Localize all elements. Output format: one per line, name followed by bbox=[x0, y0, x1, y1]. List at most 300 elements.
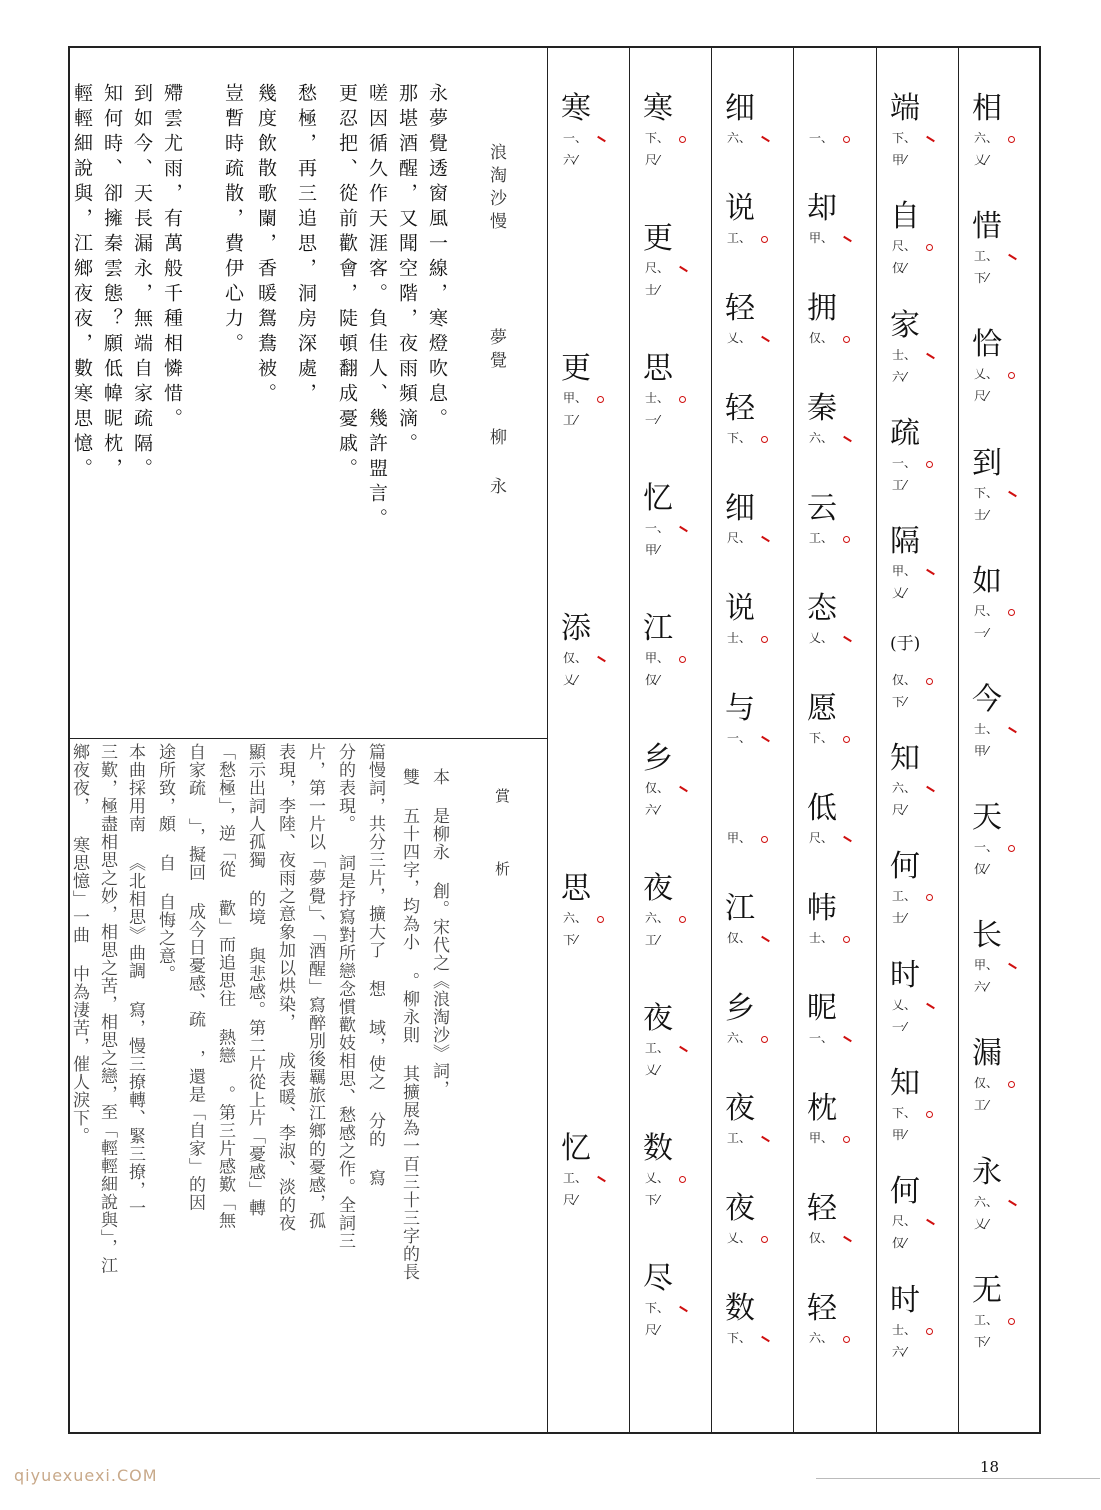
notation-symbol: 士、 bbox=[727, 631, 752, 645]
notation-symbol: 仅、 bbox=[563, 651, 588, 665]
red-circle-mark bbox=[843, 336, 850, 343]
lyric-character: 说 bbox=[725, 191, 755, 226]
lyric-cell bbox=[958, 209, 1040, 330]
poem-line: 幾度飲散歌闌，香暖鴛鴦被。 bbox=[255, 83, 277, 408]
notation-symbol: 下⁄ bbox=[563, 933, 578, 947]
notation-symbol: 乂⁄ bbox=[563, 673, 578, 687]
lyric-cell bbox=[711, 591, 793, 694]
lyric-cell bbox=[711, 1091, 793, 1194]
red-circle-mark bbox=[679, 1176, 686, 1183]
lyric-character: 轻 bbox=[725, 391, 755, 426]
analysis-line: 片，第一片以「夢覺」、「酒醒」寫醉別後羈旅江鄉的憂感，孤 bbox=[305, 743, 325, 1230]
red-circle-mark bbox=[1008, 845, 1015, 852]
lyric-cell bbox=[958, 681, 1040, 803]
red-circle-mark bbox=[843, 936, 850, 943]
notation-symbol: 六、 bbox=[974, 131, 999, 145]
lyric-character: (于) bbox=[890, 633, 921, 654]
notation-symbol: 尺、 bbox=[645, 261, 670, 275]
lyric-character: 添 bbox=[561, 611, 591, 646]
lyric-character: 天 bbox=[972, 800, 1002, 836]
notation-symbol: 一、 bbox=[809, 131, 834, 145]
notation-symbol: 一、 bbox=[809, 1031, 834, 1045]
lyric-character: 更 bbox=[561, 351, 591, 386]
lyric-character: 尽 bbox=[643, 1261, 673, 1296]
lyric-cell bbox=[711, 891, 793, 994]
notation-symbol: 仅⁄ bbox=[892, 1236, 907, 1251]
lyric-character: 何 bbox=[890, 849, 920, 885]
red-tick-mark bbox=[679, 786, 688, 792]
notation-symbol: 工、 bbox=[974, 249, 999, 264]
red-tick-mark bbox=[597, 656, 606, 662]
lyric-cell bbox=[629, 1261, 711, 1394]
analysis-line: 本曲採用南 《北相思》曲調 寫，慢三撩轉、緊三撩，一 bbox=[125, 743, 145, 1217]
lyric-cell bbox=[876, 1282, 958, 1394]
lyric-cell bbox=[629, 221, 711, 354]
notation-symbol: 六、 bbox=[727, 131, 752, 145]
lyric-cell bbox=[547, 871, 629, 1134]
lyric-character: 何 bbox=[890, 1174, 920, 1210]
notation-symbol: 甲、 bbox=[563, 391, 588, 405]
lyric-character: 轻 bbox=[807, 1191, 837, 1226]
lyric-cell bbox=[711, 91, 793, 194]
red-circle-mark bbox=[926, 461, 933, 468]
notation-symbol: 乂、 bbox=[727, 1231, 752, 1245]
lyric-character: 寒 bbox=[643, 91, 673, 126]
lyric-cell bbox=[876, 307, 958, 419]
notation-symbol: 下、 bbox=[727, 1331, 752, 1345]
notation-column bbox=[793, 48, 875, 1432]
notation-symbol: 乂⁄ bbox=[892, 586, 907, 601]
lyric-cell bbox=[958, 445, 1040, 567]
site-watermark: qiyuexuexi.COM bbox=[14, 1466, 158, 1485]
analysis-line: 表現，李陸、夜雨之意象加以烘染， 成表暖、李淑、淡的夜 bbox=[275, 743, 295, 1232]
notation-symbol: 尺⁄ bbox=[645, 153, 660, 167]
poem-line: 到如今、天長漏永，無端自家疏隔。 bbox=[131, 83, 153, 483]
red-tick-mark bbox=[926, 136, 935, 142]
red-circle-mark bbox=[926, 894, 933, 901]
lyric-character: 却 bbox=[807, 191, 837, 226]
lyric-cell bbox=[711, 191, 793, 294]
analysis-line: 顯示出詞人孤獨 的境 與悲感。第二片從上片「憂感」轉 bbox=[245, 743, 265, 1217]
notation-symbol: 尺⁄ bbox=[563, 1193, 578, 1207]
lyric-character: 惜 bbox=[972, 209, 1002, 245]
red-tick-mark bbox=[679, 1046, 688, 1052]
footer-rule bbox=[816, 1478, 1100, 1479]
red-tick-mark bbox=[843, 236, 852, 242]
notation-symbol: 六⁄ bbox=[892, 369, 907, 384]
red-tick-mark bbox=[597, 1176, 606, 1182]
red-tick-mark bbox=[761, 1136, 770, 1142]
red-circle-mark bbox=[679, 136, 686, 143]
notation-symbol: 士、 bbox=[809, 931, 834, 945]
lyric-character: 时 bbox=[890, 957, 920, 993]
notation-symbol: 仅、 bbox=[974, 1076, 999, 1091]
analysis-line: 本 是柳永 創。宋代之《浪淘沙》詞， bbox=[429, 768, 449, 1098]
lyric-character: 更 bbox=[643, 221, 673, 256]
lyric-character: 端 bbox=[890, 91, 920, 126]
notation-symbol: 六、 bbox=[645, 911, 670, 925]
lyric-cell bbox=[711, 991, 793, 1094]
lyric-character: 知 bbox=[890, 1066, 920, 1101]
lyric-character: 帏 bbox=[807, 891, 837, 926]
notation-symbol: 士、 bbox=[892, 347, 917, 362]
notation-symbol: 一、 bbox=[645, 521, 670, 535]
lyric-character: 思 bbox=[561, 871, 591, 906]
red-circle-mark bbox=[1008, 1081, 1015, 1088]
notation-symbol: 一⁄ bbox=[645, 413, 660, 427]
lyric-cell bbox=[793, 1091, 875, 1194]
notation-symbol: 六、 bbox=[892, 781, 917, 795]
notation-symbol: 一⁄ bbox=[892, 1019, 907, 1034]
notation-symbol: 甲、 bbox=[974, 958, 999, 973]
analysis-line: 三歎，極盡相思之妙，相思之苦，相思之戀，至「輕輕細說與」，江 bbox=[97, 743, 117, 1275]
lyric-character: 与 bbox=[725, 691, 755, 726]
lyric-cell bbox=[711, 691, 793, 794]
notation-symbol: 仅⁄ bbox=[892, 261, 907, 276]
notation-symbol: 六、 bbox=[563, 911, 588, 925]
lyric-cell bbox=[793, 491, 875, 594]
red-tick-mark bbox=[926, 352, 935, 358]
notation-symbol: 甲⁄ bbox=[892, 1128, 907, 1142]
lyric-cell bbox=[876, 199, 958, 310]
notation-symbol: 六、 bbox=[727, 1031, 752, 1045]
poem-line: 那堪酒醒，又聞空階，夜雨頻滴。 bbox=[396, 83, 418, 458]
notation-symbol: 六、 bbox=[974, 1194, 999, 1209]
red-circle-mark bbox=[761, 1036, 768, 1043]
red-circle-mark bbox=[926, 1111, 933, 1118]
notation-symbol: 甲、 bbox=[809, 231, 834, 245]
lyric-cell bbox=[793, 791, 875, 894]
notation-symbol: 下、 bbox=[974, 485, 999, 500]
notation-symbol: 甲⁄ bbox=[892, 153, 907, 167]
notation-symbol: 尺、 bbox=[974, 603, 999, 618]
lyric-cell bbox=[629, 741, 711, 874]
notation-symbol: 一、 bbox=[563, 131, 588, 145]
red-tick-mark bbox=[1008, 963, 1017, 969]
red-tick-mark bbox=[761, 736, 770, 742]
analysis-line: 分的表現。 詞是抒寫對所戀念慣歡妓相思、愁感之作。全詞三 bbox=[335, 743, 355, 1250]
lyric-cell bbox=[629, 611, 711, 744]
red-circle-mark bbox=[597, 916, 604, 923]
red-tick-mark bbox=[761, 1336, 770, 1342]
red-circle-mark bbox=[843, 1336, 850, 1343]
notation-symbol: 工、 bbox=[645, 1041, 670, 1055]
red-circle-mark bbox=[679, 916, 686, 923]
red-circle-mark bbox=[926, 244, 933, 251]
lyric-cell bbox=[958, 1154, 1040, 1276]
notation-symbol: 一、 bbox=[727, 731, 752, 745]
lyric-character: 说 bbox=[725, 591, 755, 626]
lyric-character: 如 bbox=[972, 563, 1002, 599]
poem-title: 浪淘沙慢 bbox=[486, 143, 506, 235]
lyric-cell bbox=[793, 291, 875, 394]
lyric-character: 云 bbox=[807, 491, 837, 526]
notation-symbol: 甲、 bbox=[892, 564, 917, 579]
red-tick-mark bbox=[1008, 1199, 1017, 1205]
lyric-character: 细 bbox=[725, 91, 755, 126]
lyric-cell bbox=[793, 891, 875, 994]
lyric-character: 秦 bbox=[807, 391, 837, 426]
red-tick-mark bbox=[1008, 727, 1017, 733]
analysis-line: 雙 五十四字，均為小 。柳永則 其擴展為一百三十三字的長 bbox=[399, 768, 419, 1281]
notation-symbol: 六、 bbox=[809, 431, 834, 445]
notation-symbol: 一、 bbox=[892, 456, 917, 470]
red-circle-mark bbox=[761, 1236, 768, 1243]
red-circle-mark bbox=[926, 678, 933, 685]
lyric-cell bbox=[958, 327, 1040, 448]
notation-symbol: 六⁄ bbox=[974, 980, 989, 995]
notation-symbol: 尺⁄ bbox=[974, 389, 989, 404]
lyric-cell bbox=[629, 1001, 711, 1134]
lyric-character: 江 bbox=[725, 891, 755, 926]
notation-symbol: 下⁄ bbox=[645, 1193, 660, 1207]
lyric-character: 夜 bbox=[725, 1191, 755, 1226]
red-tick-mark bbox=[761, 936, 770, 942]
lyric-cell bbox=[711, 291, 793, 394]
notation-symbol: 下⁄ bbox=[974, 271, 989, 286]
red-tick-mark bbox=[926, 569, 935, 575]
lyric-cell bbox=[793, 391, 875, 494]
notation-symbol: 尺、 bbox=[892, 1214, 917, 1229]
lyric-character: 乡 bbox=[643, 741, 673, 776]
notation-symbol: 甲、 bbox=[727, 831, 752, 845]
notation-symbol: 一、 bbox=[974, 840, 999, 855]
lyric-cell bbox=[958, 563, 1040, 685]
notation-symbol: 六⁄ bbox=[563, 153, 578, 167]
lyric-character: 忆 bbox=[643, 481, 673, 516]
lyric-cell bbox=[711, 491, 793, 594]
lyric-cell bbox=[793, 991, 875, 1094]
poem-line: 更忍把、從前歡會，陡頓翻成憂戚。 bbox=[336, 83, 358, 483]
analysis-line: 鄉夜夜， 寒思憶」一曲 中為淒苦，催人淚下。 bbox=[69, 743, 89, 1145]
lyric-character: 昵 bbox=[807, 991, 837, 1026]
lyric-cell bbox=[876, 1174, 958, 1285]
notation-symbol: 士⁄ bbox=[974, 507, 989, 522]
lyric-character: 拥 bbox=[807, 291, 837, 326]
analysis-line: 「愁極」，逆「從 歡」而追思往 熱戀 。第三片感歎「無 bbox=[215, 743, 235, 1230]
lyric-cell bbox=[793, 1291, 875, 1394]
lyric-character: 家 bbox=[890, 307, 920, 343]
notation-symbol: 下、 bbox=[892, 131, 917, 145]
notation-symbol: 甲、 bbox=[809, 1131, 834, 1145]
notation-symbol: 尺、 bbox=[727, 531, 752, 545]
notation-symbol: 下、 bbox=[809, 731, 834, 745]
score-frame bbox=[68, 46, 1041, 1434]
poem-line: 嗟因循久作天涯客。負佳人、幾許盟言。 bbox=[366, 83, 388, 533]
notation-symbol: 工、 bbox=[974, 1312, 999, 1327]
notation-symbol: 工、 bbox=[563, 1171, 588, 1185]
lyric-cell bbox=[958, 1036, 1040, 1157]
lyric-cell bbox=[958, 918, 1040, 1039]
poem-line: 永夢覺透窗風一線，寒燈吹息。 bbox=[426, 83, 448, 433]
red-circle-mark bbox=[1008, 609, 1015, 616]
analysis-line: 篇慢詞，共分三片，擴大了 想 域，使之 分的 寫 bbox=[365, 743, 385, 1187]
lyric-character: 数 bbox=[643, 1131, 673, 1166]
red-circle-mark bbox=[761, 236, 768, 243]
notation-symbol: 仅、 bbox=[809, 331, 834, 345]
red-tick-mark bbox=[843, 836, 852, 842]
lyric-cell bbox=[629, 481, 711, 614]
notation-symbol: 乂⁄ bbox=[974, 1216, 989, 1231]
red-tick-mark bbox=[926, 786, 935, 792]
red-circle-mark bbox=[1008, 1318, 1015, 1325]
lyric-character: 无 bbox=[972, 1272, 1002, 1308]
lyric-character: 乡 bbox=[725, 991, 755, 1026]
red-tick-mark bbox=[679, 266, 688, 272]
analysis-line: 自家疏 」，擬回 成今日憂感、疏 ，還是「自家」的因 bbox=[185, 743, 205, 1212]
notation-symbol: 六、 bbox=[809, 1331, 834, 1345]
lyric-cell bbox=[793, 94, 875, 194]
lyric-character: 忆 bbox=[561, 1131, 591, 1166]
notation-symbol: 甲⁄ bbox=[645, 543, 660, 557]
red-circle-mark bbox=[761, 836, 768, 843]
lyric-cell bbox=[629, 1131, 711, 1264]
red-circle-mark bbox=[679, 656, 686, 663]
lyric-character: 长 bbox=[972, 918, 1002, 954]
lyric-character: 自 bbox=[890, 199, 920, 235]
notation-column bbox=[629, 48, 711, 1432]
red-tick-mark bbox=[597, 136, 606, 142]
notation-symbol: 乂、 bbox=[809, 631, 834, 645]
lyric-cell bbox=[629, 351, 711, 484]
notation-column bbox=[958, 48, 1040, 1432]
lyric-character: 轻 bbox=[725, 291, 755, 326]
red-circle-mark bbox=[761, 636, 768, 643]
red-tick-mark bbox=[761, 136, 770, 142]
notation-symbol: 六⁄ bbox=[892, 1344, 907, 1359]
lyric-character: 夜 bbox=[643, 871, 673, 906]
red-circle-mark bbox=[1008, 372, 1015, 379]
lyric-character: 夜 bbox=[725, 1091, 755, 1126]
red-circle-mark bbox=[761, 436, 768, 443]
notation-symbol: 士⁄ bbox=[645, 283, 660, 297]
red-circle-mark bbox=[679, 396, 686, 403]
page-number: 18 bbox=[980, 1458, 1000, 1476]
lyric-character: 夜 bbox=[643, 1001, 673, 1036]
red-tick-mark bbox=[761, 536, 770, 542]
lyric-cell bbox=[876, 1066, 958, 1177]
red-tick-mark bbox=[843, 636, 852, 642]
poem-line: 愁極，再三追思，洞房深處， bbox=[295, 83, 317, 408]
notation-symbol: 乂、 bbox=[645, 1171, 670, 1185]
lyric-cell bbox=[793, 691, 875, 794]
notation-symbol: 下⁄ bbox=[974, 1334, 989, 1349]
lyric-character: 枕 bbox=[807, 1091, 837, 1126]
red-tick-mark bbox=[761, 336, 770, 342]
notation-symbol: 尺⁄ bbox=[645, 1323, 660, 1337]
lyric-cell bbox=[876, 91, 958, 202]
notation-symbol: 一⁄ bbox=[974, 625, 989, 640]
lyric-character: 到 bbox=[972, 445, 1002, 481]
poem-subtitle: 夢覺 bbox=[486, 328, 506, 374]
notation-symbol: 尺⁄ bbox=[892, 803, 907, 817]
lyric-cell bbox=[958, 800, 1040, 921]
red-circle-mark bbox=[843, 736, 850, 743]
lyric-character: 细 bbox=[725, 491, 755, 526]
lyric-cell bbox=[629, 91, 711, 224]
notation-symbol: 下、 bbox=[727, 431, 752, 445]
lyric-character: 知 bbox=[890, 741, 920, 776]
lyric-character: 时 bbox=[890, 1282, 920, 1318]
red-tick-mark bbox=[1008, 254, 1017, 260]
lyric-cell bbox=[547, 611, 629, 874]
red-circle-mark bbox=[843, 136, 850, 143]
lyric-cell bbox=[711, 1291, 793, 1394]
lyric-cell bbox=[547, 1131, 629, 1394]
lyric-cell bbox=[793, 591, 875, 694]
notation-symbol: 乂、 bbox=[974, 367, 999, 382]
red-tick-mark bbox=[679, 526, 688, 532]
lyric-cell bbox=[547, 351, 629, 614]
lyric-cell bbox=[876, 524, 958, 635]
notation-symbol: 六⁄ bbox=[645, 803, 660, 817]
lyric-cell bbox=[876, 416, 958, 527]
lyric-character: 轻 bbox=[807, 1291, 837, 1326]
lyric-cell bbox=[876, 741, 958, 852]
lyric-character: 相 bbox=[972, 91, 1002, 126]
notation-symbol: 尺、 bbox=[809, 831, 834, 845]
notation-symbol: 工、 bbox=[892, 889, 917, 904]
lyric-cell bbox=[629, 871, 711, 1004]
lyric-character: 今 bbox=[972, 681, 1002, 717]
notation-symbol: 仅、 bbox=[727, 931, 752, 945]
lyric-character: 隔 bbox=[890, 524, 920, 560]
lyric-character: 低 bbox=[807, 791, 837, 826]
notation-symbol: 乂⁄ bbox=[974, 153, 989, 167]
lyric-cell bbox=[958, 91, 1040, 212]
lyric-cell bbox=[711, 794, 793, 894]
red-tick-mark bbox=[843, 1236, 852, 1242]
lyric-cell bbox=[876, 957, 958, 1069]
lyric-character: 漏 bbox=[972, 1036, 1002, 1072]
lyric-cell bbox=[547, 91, 629, 354]
red-tick-mark bbox=[926, 1219, 935, 1225]
notation-symbol: 工⁄ bbox=[563, 413, 578, 427]
red-tick-mark bbox=[1008, 490, 1017, 496]
lyric-character: 思 bbox=[643, 351, 673, 386]
notation-symbol: 乂、 bbox=[892, 997, 917, 1012]
notation-symbol: 下、 bbox=[645, 131, 670, 145]
lyric-character: 愿 bbox=[807, 691, 837, 726]
notation-symbol: 仅、 bbox=[645, 781, 670, 795]
lyric-cell bbox=[958, 1272, 1040, 1394]
lyric-cell bbox=[876, 633, 958, 744]
lyric-character: 恰 bbox=[972, 327, 1002, 363]
analysis-line: 途所致，頗 自 自悔之意。 bbox=[155, 743, 175, 983]
lyric-cell bbox=[876, 849, 958, 960]
notation-symbol: 甲⁄ bbox=[974, 743, 989, 758]
notation-symbol: 工⁄ bbox=[892, 478, 907, 492]
lyric-character: 江 bbox=[643, 611, 673, 646]
notation-symbol: 尺、 bbox=[892, 239, 917, 254]
red-circle-mark bbox=[1008, 136, 1015, 143]
notation-symbol: 下⁄ bbox=[892, 694, 907, 709]
lyric-cell bbox=[711, 1191, 793, 1294]
notation-symbol: 工⁄ bbox=[645, 933, 660, 947]
notation-symbol: 士⁄ bbox=[892, 911, 907, 926]
notation-column bbox=[711, 48, 793, 1432]
lyric-character: 寒 bbox=[561, 91, 591, 126]
notation-symbol: 士、 bbox=[974, 721, 999, 736]
lyric-character: 态 bbox=[807, 591, 837, 626]
notation-symbol: 仅、 bbox=[892, 672, 917, 687]
red-tick-mark bbox=[926, 1002, 935, 1008]
red-tick-mark bbox=[843, 436, 852, 442]
red-circle-mark bbox=[926, 1328, 933, 1335]
red-circle-mark bbox=[597, 396, 604, 403]
lyric-character: 永 bbox=[972, 1154, 1002, 1190]
notation-symbol: 工、 bbox=[727, 231, 752, 245]
